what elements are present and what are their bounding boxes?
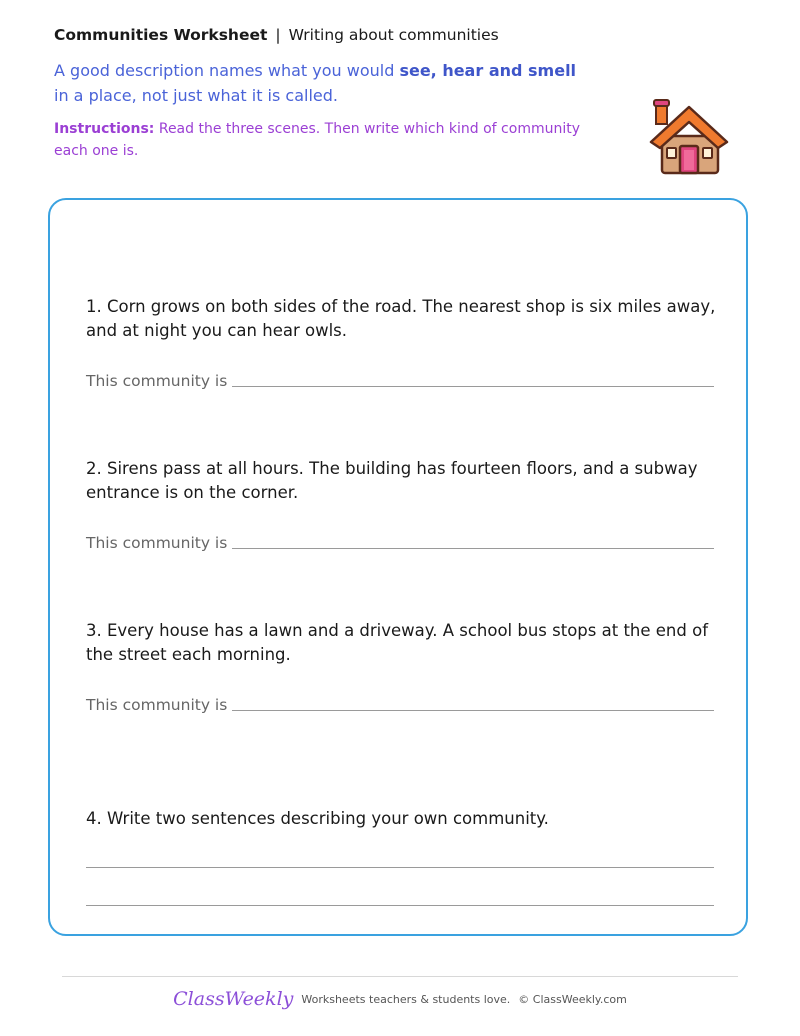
writing-line-2[interactable] — [86, 905, 714, 906]
answer-line-1[interactable] — [232, 386, 714, 387]
worksheet-title: Communities Worksheet — [54, 26, 268, 44]
answer-label-1: This community is — [86, 372, 228, 390]
intro-bold: see, hear and smell — [399, 61, 577, 80]
worksheet-header — [54, 26, 499, 44]
question-1: 1. Corn grows on both sides of the road. The nearest shop is six miles away, and at night you can hear owls. — [86, 297, 716, 340]
question-3: 3. Every house has a lawn and a driveway. A school bus stops at the end of the street each morning. — [86, 621, 708, 664]
writing-line-1[interactable] — [86, 867, 714, 868]
footer-divider — [62, 976, 738, 977]
answer-line-3[interactable] — [232, 710, 714, 711]
answer-label-3: This community is — [86, 696, 228, 714]
instructions-text: Read the three scenes. Then write which kind of community each one is. — [54, 121, 581, 159]
instructions — [54, 118, 594, 162]
intro-text — [54, 58, 594, 108]
intro-after: in a place, not just what it is called. — [54, 86, 338, 105]
instructions-label: Instructions: — [54, 121, 155, 137]
house-icon — [646, 98, 732, 178]
question-2: 2. Sirens pass at all hours. The building has fourteen floors, and a subway entrance is on the corner. — [86, 459, 698, 502]
answer-label-2: This community is — [86, 534, 228, 552]
intro-before: A good description names what you would — [54, 61, 400, 80]
worksheet-subtitle: Writing about communities — [288, 26, 499, 44]
footer-copyright: © ClassWeekly.com — [518, 992, 627, 1006]
footer — [0, 988, 800, 1010]
brand-logo: ClassWeekly — [173, 988, 294, 1010]
header-separator: | — [275, 26, 281, 44]
answer-line-2[interactable] — [232, 548, 714, 549]
question-4: 4. Write two sentences describing your own community. — [86, 809, 549, 828]
footer-tagline: Worksheets teachers & students love. — [301, 992, 511, 1006]
